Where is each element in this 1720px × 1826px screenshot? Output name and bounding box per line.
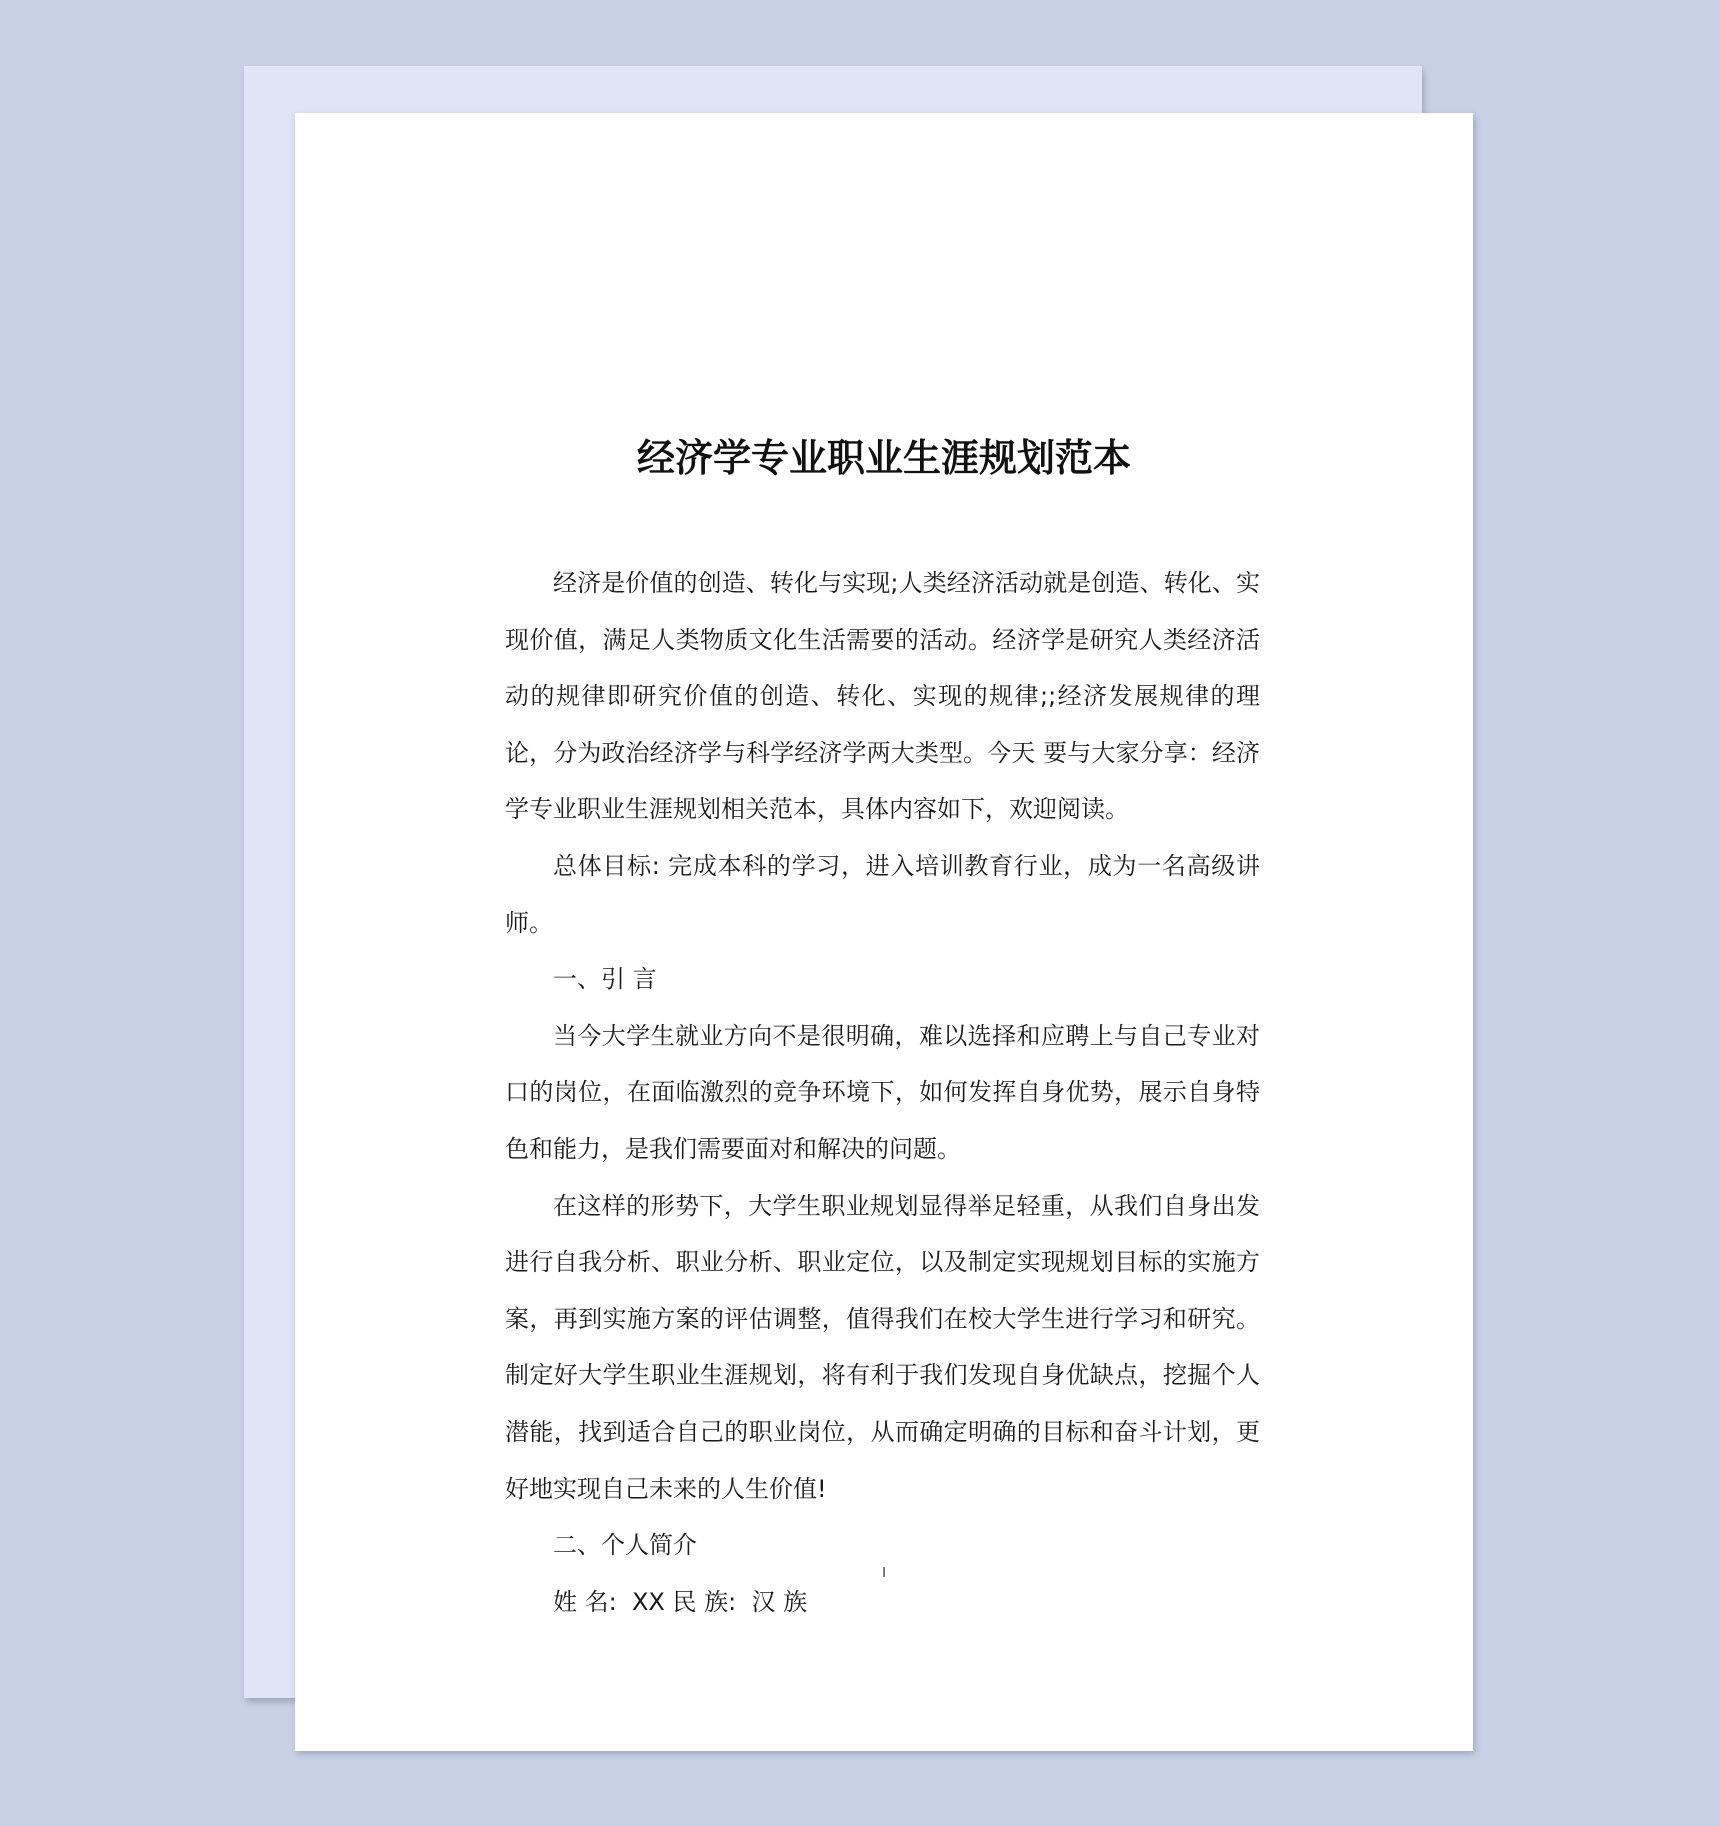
paragraph-overall-goal: 总体目标: 完成本科的学习，进入培训教育行业，成为一名高级讲师。: [505, 851, 1260, 937]
paragraph-intro: 经济是价值的创造、转化与实现;人类经济活动就是创造、转化、实现价值，满足人类物质文化生活需要的活动。经济学是研究人类经济活动的规律即研究价值的创造、转化、实现的规律;;经济发展规律的理论，分为政治经济学与科学经济学两大类型。今天 要与大家分享：经济学专业职业生涯规划相关范本，具体内容如下，欢迎阅读。: [505, 569, 1260, 824]
profile-line: 姓 名: XX 民 族: 汉 族: [553, 1587, 808, 1616]
paragraph-career-planning: 在这样的形势下，大学生职业规划显得举足轻重，从我们自身出发进行自我分析、职业分析、职业定位，以及制定实现规划目标的实施方案，再到实施方案的评估调整，值得我们在校大学生进行学习和研究。制定好大学生职业生涯规划，将有利于我们发现自身优缺点，挖掘个人潜能，找到适合自己的职业岗位，从而确定明确的目标和奋斗计划，更好地实现自己未来的人生价值!: [505, 1191, 1260, 1503]
paragraph-employment: 当今大学生就业方向不是很明确，难以选择和应聘上与自己专业对口的岗位，在面临激烈的竞争环境下，如何发挥自身优势，展示自身特色和能力，是我们需要面对和解决的问题。: [505, 1021, 1260, 1163]
document-body: [505, 555, 1260, 1630]
section-heading-introduction: 一、引 言: [553, 965, 657, 994]
section-heading-profile: 二、个人简介: [553, 1531, 697, 1560]
document-title: 经济学专业职业生涯规划范本: [636, 436, 1131, 480]
document-page: [295, 113, 1473, 1751]
page-number: I: [882, 1566, 886, 1581]
